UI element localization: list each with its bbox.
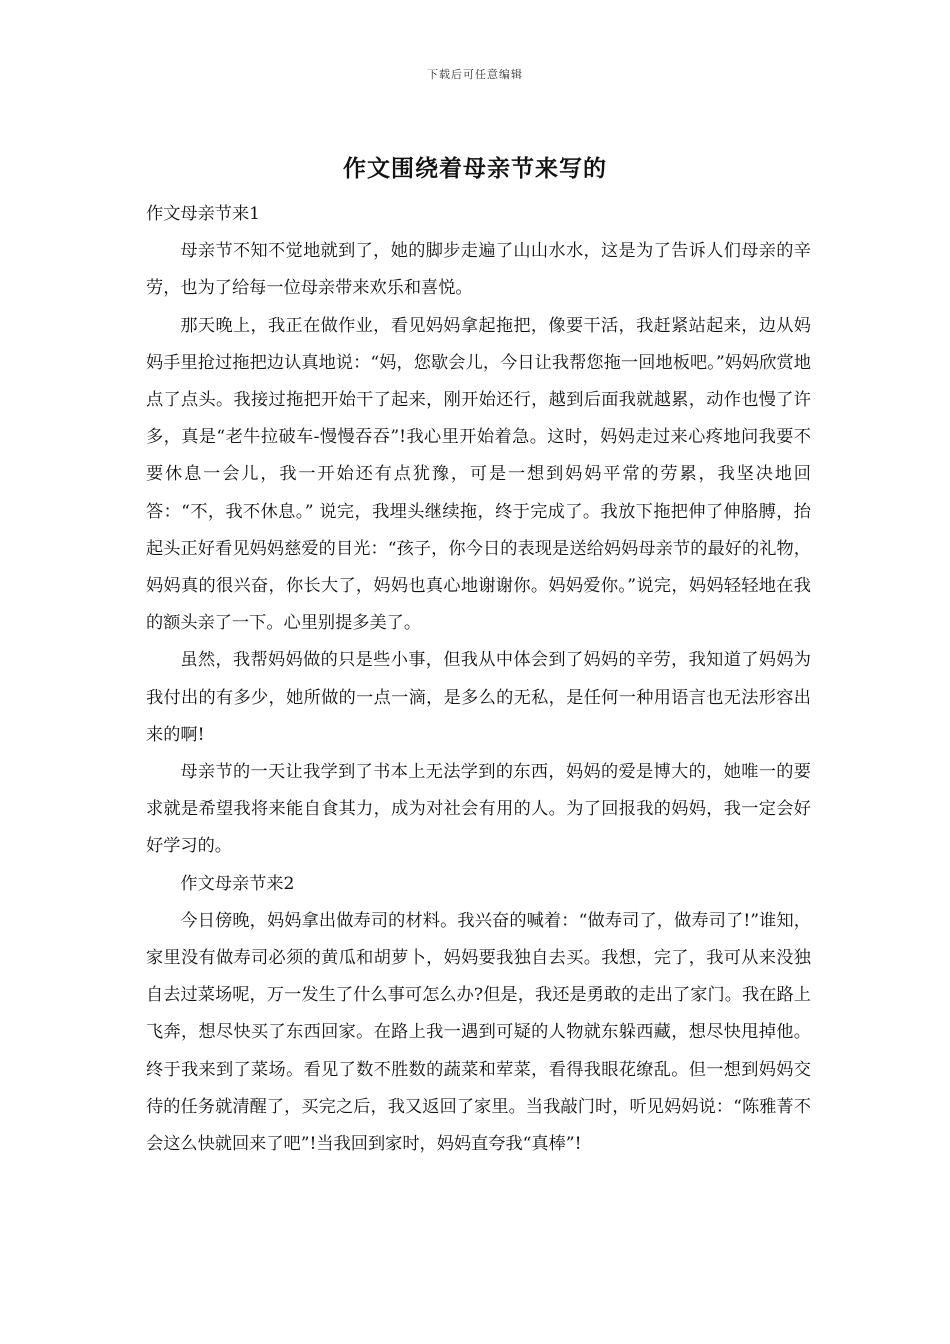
paragraph: 今日傍晚，妈妈拿出做寿司的材料。我兴奋的喊着：“做寿司了，做寿司了!”谁知，家里没有做寿司必须的黄瓜和胡萝卜，妈妈要我独自去买。我想，完了，我可从来没独自去过菜场呢，万一发生了什么事可怎么办?但是，我还是勇敢的走出了家门。我在路上飞奔，想尽快买了东西回家。在路上我一遇到可疑的人物就东躲西藏，想尽快甩掉他。终于我来到了菜场。看见了数不胜数的蔬菜和荤菜，看得我眼花缭乱。但一想到妈妈交待的任务就清醒了，买完之后，我又返回了家里。当我敲门时，听见妈妈说：“陈雅菁不会这么快就回来了吧”!当我回到家时，妈妈直夸我“真棒”! [146, 910, 811, 1155]
paragraph: 母亲节的一天让我学到了书本上无法学到的东西，妈妈的爱是博大的，她唯一的要求就是希望我将来能自食其力，成为对社会有用的人。为了回报我的妈妈，我一定会好好学习的。 [146, 762, 811, 857]
document-title: 作文围绕着母亲节来写的 [343, 155, 607, 182]
paragraph: 虽然，我帮妈妈做的只是些小事，但我从中体会到了妈妈的辛劳，我知道了妈妈为我付出的有多少，她所做的一点一滴，是多么的无私，是任何一种用语言也无法形容出来的啊! [146, 650, 811, 745]
document-body [146, 196, 811, 1163]
section-heading: 作文母亲节来2 [180, 873, 295, 894]
paragraph: 母亲节不知不觉地就到了，她的脚步走遍了山山水水，这是为了告诉人们母亲的辛劳，也为了给每一位母亲带来欢乐和喜悦。 [146, 241, 811, 299]
header-note: 下载后可任意编辑 [427, 68, 523, 81]
paragraph: 那天晚上，我正在做作业，看见妈妈拿起拖把，像要干活，我赶紧站起来，边从妈妈手里抢过拖把边认真地说：“妈，您歇会儿，今日让我帮您拖一回地板吧。”妈妈欣赏地点了点头。我接过拖把开始干了起来，刚开始还行，越到后面我就越累，动作也慢了许多，真是“老牛拉破车-慢慢吞吞”!我心里开始着急。这时，妈妈走过来心疼地问我要不要休息一会儿，我一开始还有点犹豫，可是一想到妈妈平常的劳累，我坚决地回答：“不，我不休息。” 说完，我埋头继续拖，终于完成了。我放下拖把伸了伸胳膊，抬起头正好看见妈妈慈爱的目光：“孩子，你今日的表现是送给妈妈母亲节的最好的礼物，妈妈真的很兴奋，你长大了，妈妈也真心地谢谢你。妈妈爱你。”说完，妈妈轻轻地在我的额头亲了一下。心里别提多美了。 [146, 315, 811, 634]
section-heading: 作文母亲节来1 [146, 204, 261, 224]
